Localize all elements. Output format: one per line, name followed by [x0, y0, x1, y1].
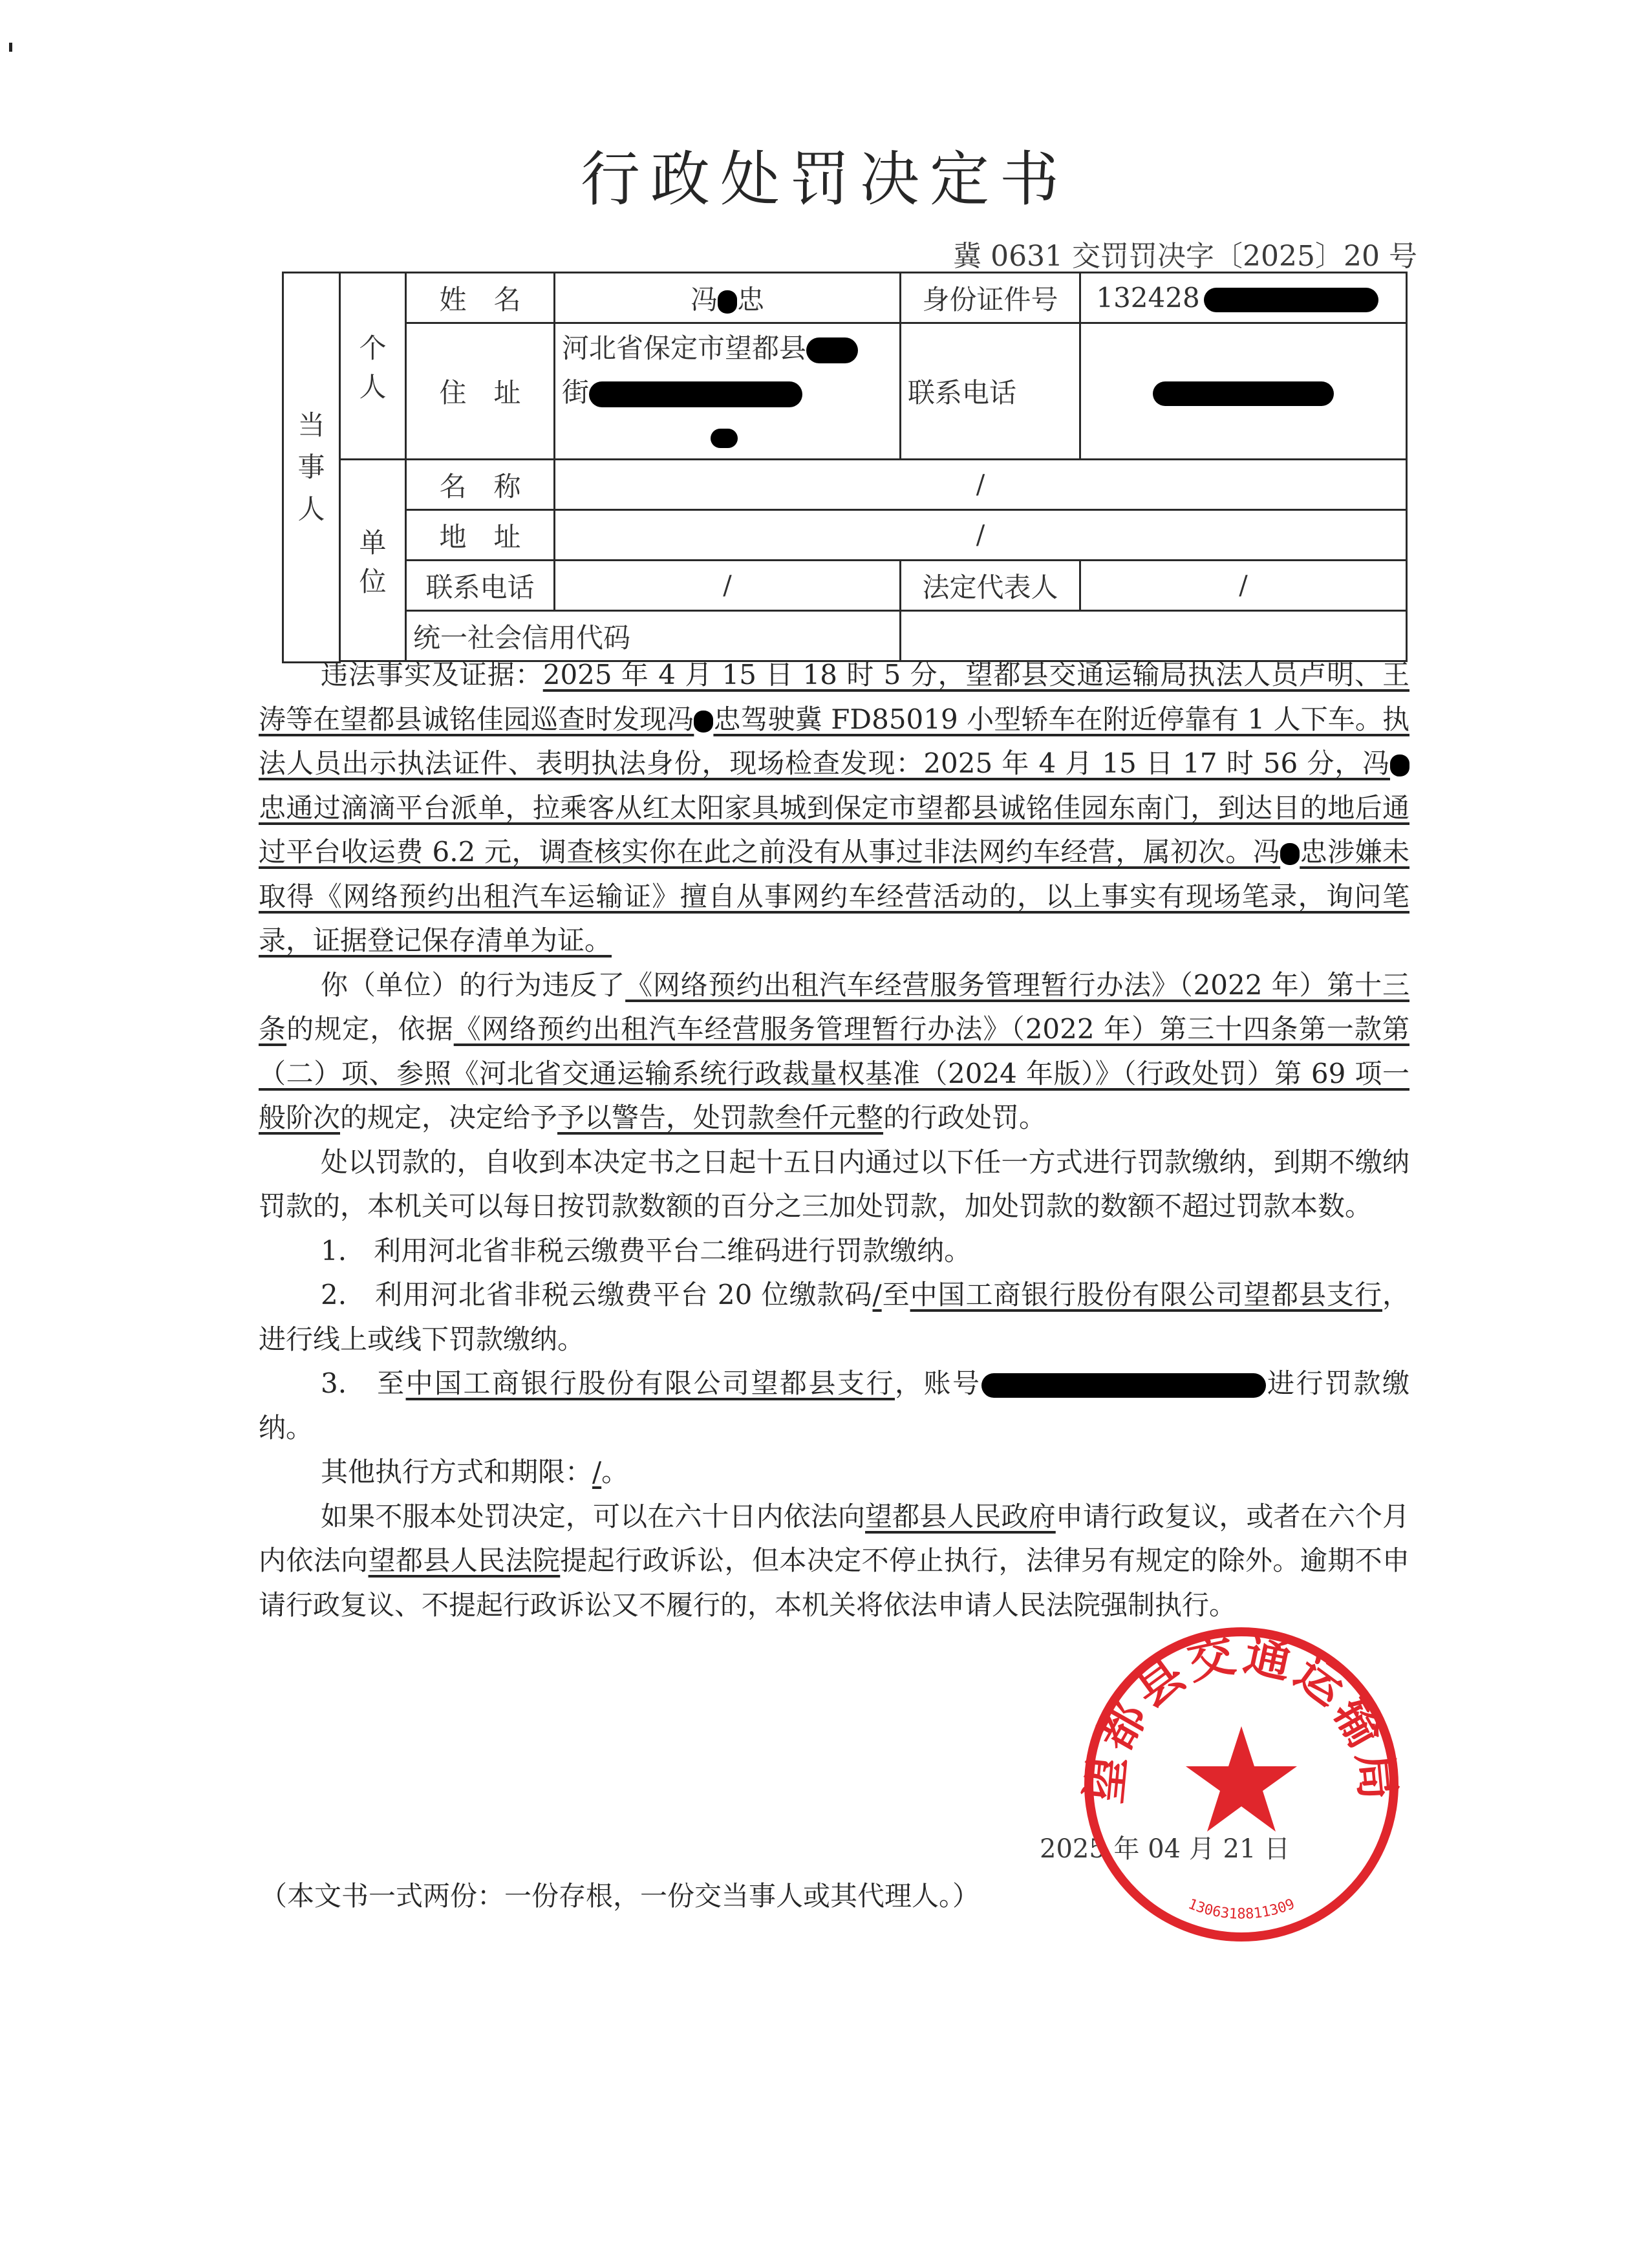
- seal-star-icon: [1186, 1726, 1297, 1832]
- review-authority: 望都县人民政府: [865, 1500, 1056, 1532]
- org-name-label: 名 称: [406, 460, 555, 510]
- other-execution: 其他执行方式和期限：/。: [321, 1456, 629, 1488]
- redaction: [1204, 288, 1378, 312]
- name-label: 姓 名: [406, 273, 555, 323]
- facts-label: 违法事实及证据：: [321, 659, 543, 690]
- legal-basis: 《网络预约出租汽车经营服务管理暂行办法》（2022 年）第三十四条第一款第（二）项、参照《河北省交通运输系统行政裁量权基准（2024 年版）》（行政处罚）第 69 项一般阶次: [259, 1013, 1409, 1133]
- redaction: [1390, 754, 1409, 776]
- id-value: 132428: [1080, 273, 1407, 323]
- document-title: 行政处罚决定书: [580, 145, 1069, 214]
- redaction: [718, 290, 737, 314]
- official-seal: [1073, 1616, 1409, 1952]
- appeal-paragraph: 如果不服本处罚决定，可以在六十日内依法向望都县人民政府申请行政复议，或者在六个月内依法向望都县人民法院提起行政诉讼，但本决定不停止执行，法律另有规定的除外。逾期不申请行政复议、不提起行政诉讼又不履行的，本机关将依法申请人民法院强制执行。: [259, 1500, 1409, 1621]
- phone-label: 联系电话: [901, 323, 1080, 460]
- penalty: 予以警告，处罚款叁仟元整: [557, 1102, 884, 1133]
- legal-rep-label: 法定代表人: [901, 561, 1080, 611]
- party-table: [282, 272, 1408, 663]
- phone-value: [1080, 323, 1407, 460]
- id-label: 身份证件号: [901, 273, 1080, 323]
- facts-paragraph: 违法事实及证据：2025 年 4 月 15 日 18 时 5 分，望都县交通运输局执法人员卢明、王涛等在望都县诚铭佳园巡查时发现冯 忠驾驶冀 FD85019 小型轿车在附近停靠有 1 人下车。执法人员出示执法证件、表明执法身份，现场检查发现：2025 年 4 月 15 日 17 时 56 分，冯忠通过滴滴平台派单，拉乘客从红太阳家具城到保定市望都县诚铭佳园东南门，到达目的地后通过平台收运费 6.2 元，调查核实你在此之前没有从事过非法网约车经营，属初次。冯 忠涉嫌未取得《网络预约出租汽车运输证》擅自从事网约车经营活动的，以上事实有现场笔录，询问笔录，证据登记保存清单为证。: [259, 659, 1409, 956]
- redaction: [589, 381, 802, 407]
- address-label: 住 址: [406, 323, 555, 460]
- violated-provision: 《网络预约出租汽车经营服务管理暂行办法》（2022 年）第十三条: [259, 968, 1409, 1045]
- footnote: （本文书一式两份：一份存根，一份交当事人或其代理人。）: [260, 1880, 980, 1912]
- redaction: [806, 337, 858, 363]
- redaction: [694, 711, 713, 733]
- payment-method-2: 2. 利用河北省非税云缴费平台 20 位缴款码/至中国工商银行股份有限公司望都县支行，进行线上或线下罚款缴纳。: [259, 1279, 1409, 1355]
- scan-mark: [9, 43, 12, 52]
- payment-intro: 处以罚款的，自收到本决定书之日起十五日内通过以下任一方式进行罚款缴纳，到期不缴纳罚款的，本机关可以每日按罚款数额的百分之三加处罚款，加处罚款的数额不超过罚款本数。: [259, 1146, 1409, 1222]
- unit-label: 单位: [340, 460, 406, 661]
- svg-text:望都县交通运输局: 望都县交通运输局: [1076, 1625, 1407, 1806]
- violation-paragraph: 你（单位）的行为违反了《网络预约出租汽车经营服务管理暂行办法》（2022 年）第十三条的规定，依据《网络预约出租汽车经营服务管理暂行办法》（2022 年）第三十四条第一款第（二）项、参照《河北省交通运输系统行政裁量权基准（2024 年版）》（行政处罚）第 69 项一般阶次的规定，决定给予予以警告，处罚款叁仟元整的行政处罚。: [259, 968, 1409, 1133]
- org-name-value: /: [555, 460, 1407, 510]
- org-address-value: /: [555, 510, 1407, 561]
- document-number: 冀 0631 交罚罚决字〔2025〕20 号: [953, 240, 1417, 273]
- name-value: 冯 忠: [555, 273, 901, 323]
- org-phone-label: 联系电话: [406, 561, 555, 611]
- org-phone-value: /: [555, 561, 901, 611]
- payment-method-3: 3. 至中国工商银行股份有限公司望都县支行，账号 进行罚款缴纳。: [259, 1367, 1409, 1444]
- address-value: 河北省保定市望都县 街: [555, 323, 901, 460]
- court-name: 望都县人民法院: [368, 1545, 561, 1576]
- legal-rep-value: /: [1080, 561, 1407, 611]
- redaction: [711, 429, 738, 448]
- signature-date: 2025 年 04 月 21 日: [1040, 1834, 1291, 1864]
- bank-name: 中国工商银行股份有限公司望都县支行: [910, 1279, 1382, 1311]
- individual-label: 个人: [340, 273, 406, 460]
- party-label: 当事人: [283, 273, 340, 663]
- org-address-label: 地 址: [406, 510, 555, 561]
- svg-text:1306318811309: 1306318811309: [1185, 1896, 1298, 1923]
- redaction: [981, 1373, 1266, 1398]
- document-body: [259, 653, 1409, 1627]
- redaction: [1280, 843, 1300, 865]
- payment-method-1: 1. 利用河北省非税云缴费平台二维码进行罚款缴纳。: [321, 1234, 972, 1267]
- redaction: [1153, 381, 1334, 406]
- bank-name: 中国工商银行股份有限公司望都县支行: [405, 1367, 895, 1399]
- credit-code-label: 统一社会信用代码: [406, 611, 901, 661]
